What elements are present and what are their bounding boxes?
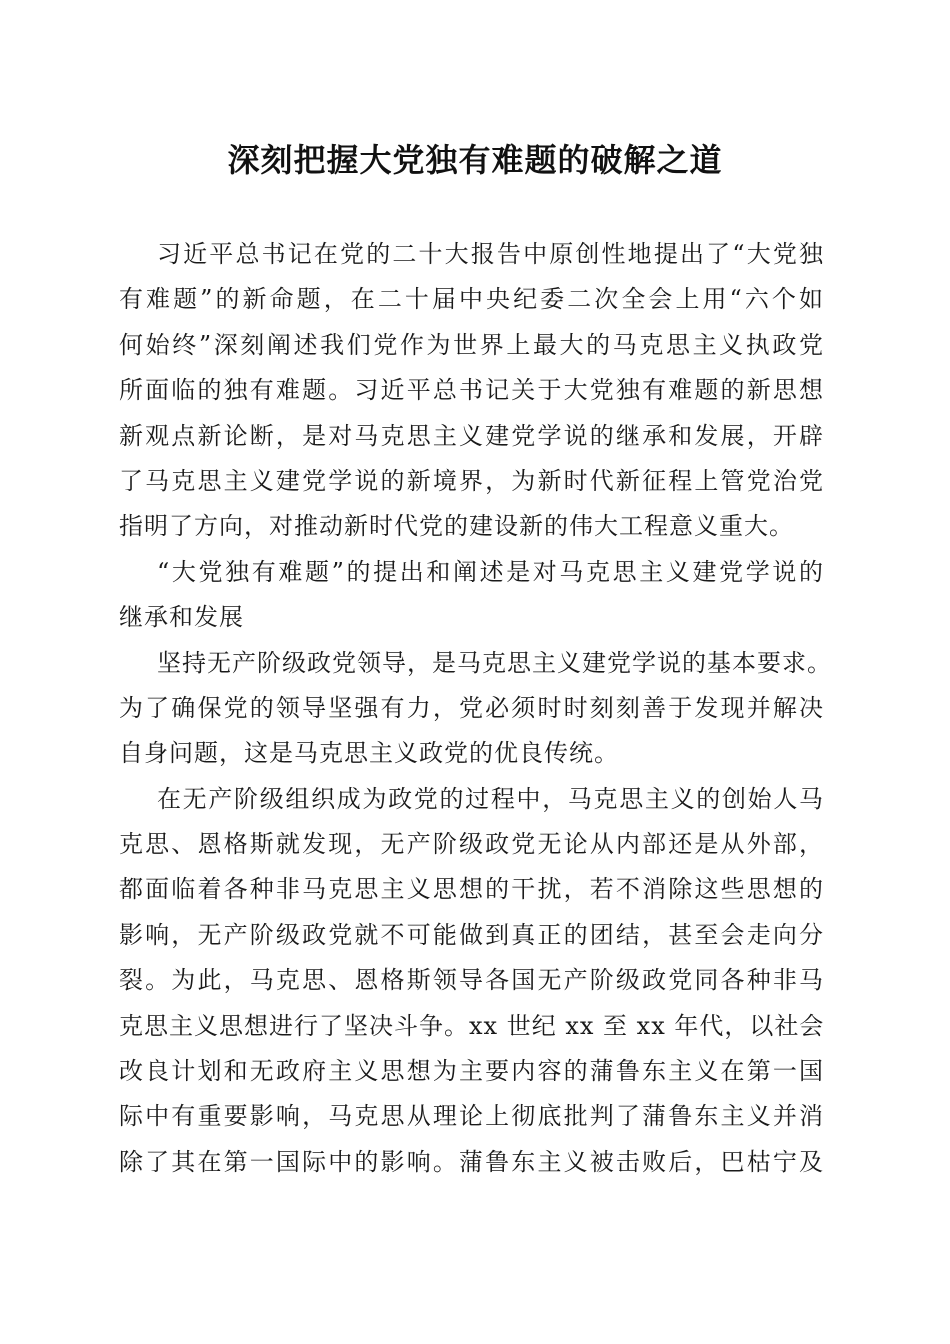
text-line: 为了确保党的领导坚强有力，党必须时时刻刻善于发现并解决 <box>119 693 824 722</box>
text-line: “大党独有难题”的提出和阐述是对马克思主义建党学说的 <box>157 557 824 586</box>
text-line: 影响，无产阶级政党就不可能做到真正的团结，甚至会走向分 <box>119 920 824 949</box>
text-line: 坚持无产阶级政党领导，是马克思主义建党学说的基本要求。 <box>157 648 832 677</box>
text-line: 新观点新论断，是对马克思主义建党学说的继承和发展，开辟 <box>119 421 824 450</box>
document-title: 深刻把握大党独有难题的破解之道 <box>227 141 723 179</box>
text-line: 自身问题，这是马克思主义政党的优良传统。 <box>119 739 619 768</box>
text-line: 继承和发展 <box>119 603 244 632</box>
text-line: 所面临的独有难题。习近平总书记关于大党独有难题的新思想 <box>119 376 824 405</box>
text-line: 际中有重要影响，马克思从理论上彻底批判了蒲鲁东主义并消 <box>119 1102 824 1131</box>
text-line: 克思、恩格斯就发现，无产阶级政党无论从内部还是从外部， <box>119 830 824 859</box>
text-line: 指明了方向，对推动新时代党的建设新的伟大工程意义重大。 <box>119 512 794 541</box>
text-line: 都面临着各种非马克思主义思想的干扰，若不消除这些思想的 <box>119 875 824 904</box>
text-line: 何始终”深刻阐述我们党作为世界上最大的马克思主义执政党 <box>119 330 824 359</box>
text-line: 除了其在第一国际中的影响。蒲鲁东主义被击败后，巴枯宁及 <box>119 1147 824 1176</box>
document-body <box>119 232 832 1185</box>
text-line: 在无产阶级组织成为政党的过程中，马克思主义的创始人马 <box>157 784 824 813</box>
text-line: 习近平总书记在党的二十大报告中原创性地提出了“大党独 <box>157 240 824 268</box>
text-line: 克思主义思想进行了坚决斗争。xx 世纪 xx 至 xx 年代，以社会 <box>119 1011 825 1040</box>
text-line: 裂。为此，马克思、恩格斯领导各国无产阶级政党同各种非马 <box>119 966 824 995</box>
text-line: 改良计划和无政府主义思想为主要内容的蒲鲁东主义在第一国 <box>119 1057 824 1086</box>
text-line: 有难题”的新命题，在二十届中央纪委二次全会上用“六个如 <box>119 285 824 314</box>
text-line: 了马克思主义建党学说的新境界，为新时代新征程上管党治党 <box>119 466 824 495</box>
